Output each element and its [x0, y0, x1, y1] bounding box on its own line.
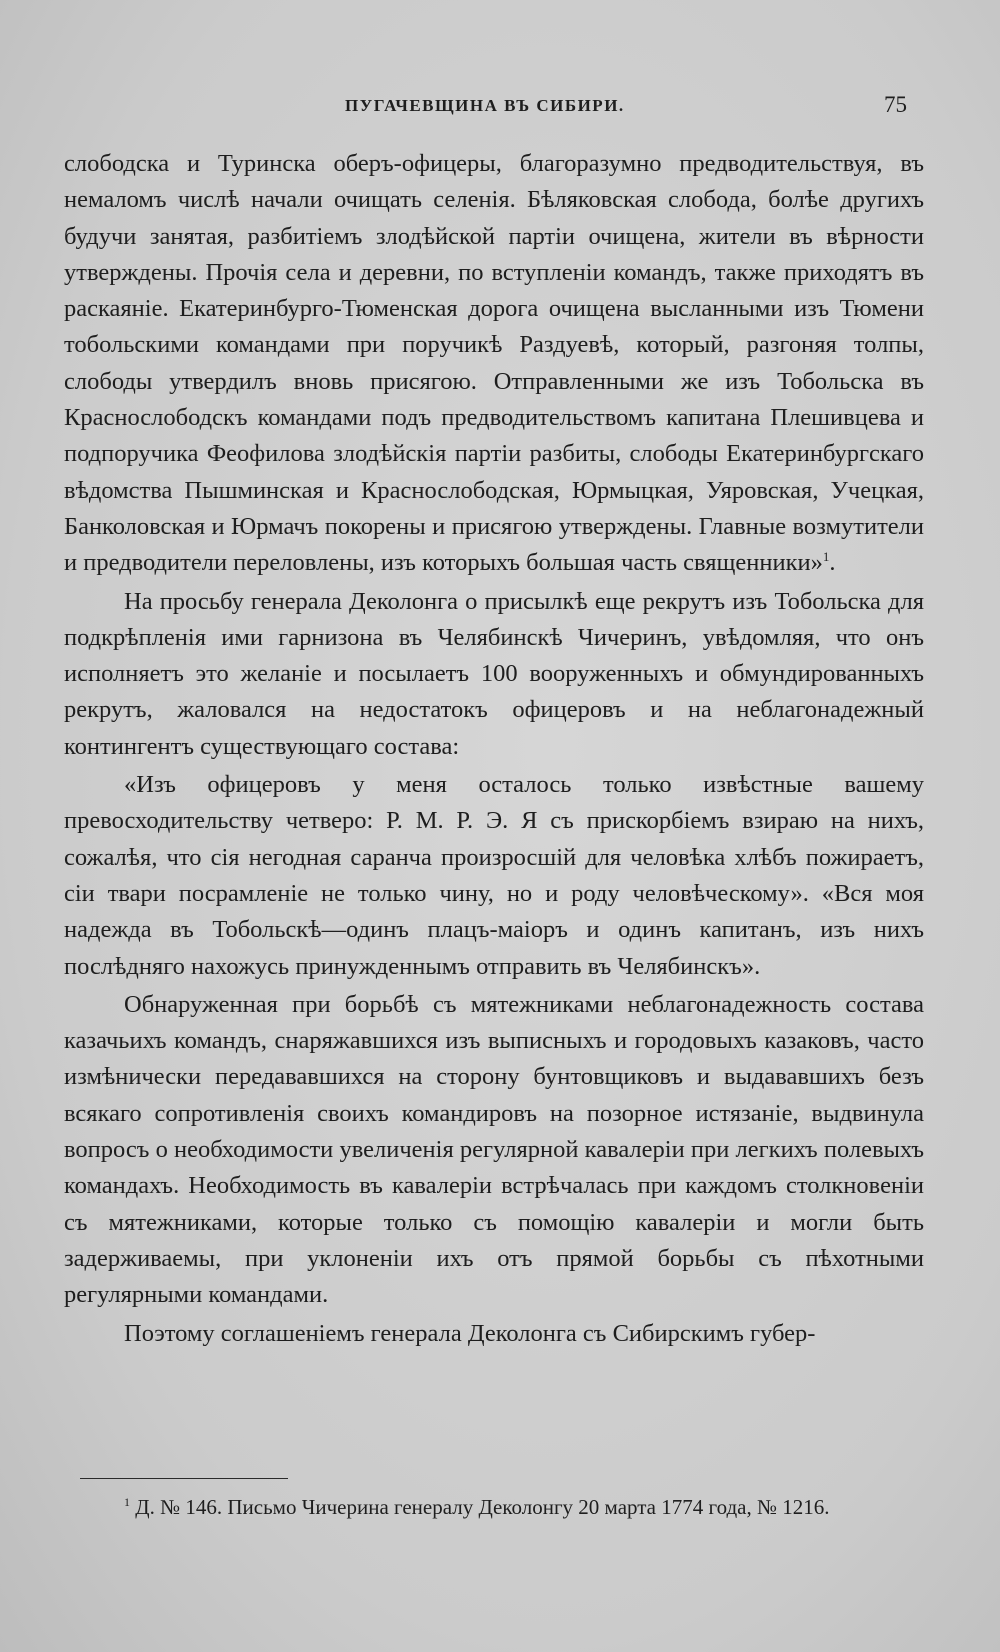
paragraph-3-text: «Изъ офицеровъ у меня осталось только извѣстные вашему превосходительству четверо: Р. М. Р. Э. Я съ прискорбіемъ взираю на нихъ, сожалѣя, что сія негодная саранча произросшій для человѣка хлѣбъ пожираетъ, сіи твари посрамленіе не только чину, но и роду человѣческому». «Вся моя надежда въ Тобольскѣ—одинъ плацъ-маіоръ и одинъ капитанъ, изъ нихъ послѣдняго нахожусь принужденнымъ отправить въ Челябинскъ».	[64, 771, 924, 980]
paragraph-1-text: слободска и Туринска оберъ-офицеры, благоразумно предводительствуя, въ немаломъ числѣ начали очищать селенія. Бѣляковская слобода, болѣе другихъ будучи занятая, разбитіемъ злодѣйской партіи очищена, жители въ вѣрности утверждены. Прочія села и деревни, по вступленіи командъ, также приходятъ въ раскаяніе. Екатеринбурго-Тюменская дорога очищена высланными изъ Тюмени тобольскими командами при поручикѣ Раздуевѣ, который, разгоняя толпы, слободы утвердилъ вновь присягою. Отправленными же изъ Тобольска въ Краснослободскъ командами подъ предводительствомъ капитана Плешивцева и подпоручика Феофилова злодѣйскія партіи разбиты, слободы Екатеринбургскаго вѣдомства Пышминская и Краснослободская, Юрмыцкая, Уяровская, Учецкая, Банколовская и Юрмачъ покорены и присягою утверждены. Главные возмутители и предводители переловлены, изъ которыхъ большая часть священники»	[64, 150, 924, 577]
footnote-reference: 1	[822, 549, 830, 565]
paragraph-2	[64, 584, 924, 765]
footnote-text: Д. № 146. Письмо Чичерина генералу Деколонгу 20 марта 1774 года, № 1216.	[135, 1495, 830, 1519]
page-number: 75	[884, 92, 907, 117]
paragraph-1: слободска и Туринска оберъ-офицеры, благоразумно предводительствуя, въ немаломъ числѣ начали очищать селенія. Бѣляковская слобода, болѣе другихъ будучи занятая, разбитіемъ злодѣйской партіи очищена, жители въ вѣрности утверждены. Прочія села и деревни, по вступленіи командъ, также приходятъ въ раскаяніе. Екатеринбурго-Тюменская дорога очищена высланными изъ Тюмени тобольскими командами при поручикѣ Раздуевѣ, который, разгоняя толпы, слободы утвердилъ вновь присягою. Отправленными же изъ Тобольска въ Краснослободскъ командами подъ предводительствомъ капитана Плешивцева и подпоручика Феофилова злодѣйскія партіи разбиты, слободы Екатеринбургскаго вѣдомства Пышминская и Краснослободская, Юрмыцкая, Уяровская, Учецкая, Банколовская и Юрмачъ покорены и присягою утверждены. Главные возмутители и предводители переловлены, изъ которыхъ большая часть священники»$^1$.	[64, 150, 924, 577]
body-text	[64, 146, 924, 1352]
footnote-divider	[80, 1478, 288, 1479]
paragraph-4-text: Обнаруженная при борьбѣ съ мятежниками неблагонадежность состава казачьихъ командъ, снаряжавшихся изъ выписныхъ и городовыхъ казаковъ, часто измѣнически передававшихся на сторону бунтовщиковъ и выдававшихъ безъ всякаго сопротивленія своихъ командировъ на позорное истязаніе, выдвинула вопросъ о необходимости увеличенія регулярной кавалеріи при легкихъ полевыхъ командахъ. Необходимость въ кавалеріи встрѣчалась при каждомъ столкновеніи съ мятежниками, которые только съ помощію кавалеріи и могли быть задерживаемы, при уклоненіи ихъ отъ прямой борьбы съ пѣхотными регулярными командами.	[64, 990, 924, 1309]
footnote	[64, 1488, 934, 1527]
running-title: ПУГАЧЕВЩИНА ВЪ СИБИРИ.	[345, 96, 625, 115]
paragraph-5	[64, 1316, 924, 1352]
footnote-mark: 1	[124, 1495, 130, 1509]
paragraph-2-text: На просьбу генерала Деколонга о присылкѣ еще рекрутъ изъ Тобольска для подкрѣпленія ими гарнизона въ Челябинскѣ Чичеринъ, увѣдомляя, что онъ исполняетъ это желаніе и посылаетъ 100 вооруженныхъ и обмундированныхъ рекрутъ, жаловался на недостатокъ офицеровъ и на неблагонадежный контингентъ существующаго состава:	[64, 587, 924, 760]
paragraph-3-quote	[64, 767, 924, 985]
paragraph-4	[64, 987, 924, 1314]
page-header	[0, 92, 1000, 128]
paragraph-5-text: Поэтому соглашеніемъ генерала Деколонга съ Сибирскимъ губер-	[124, 1319, 816, 1347]
